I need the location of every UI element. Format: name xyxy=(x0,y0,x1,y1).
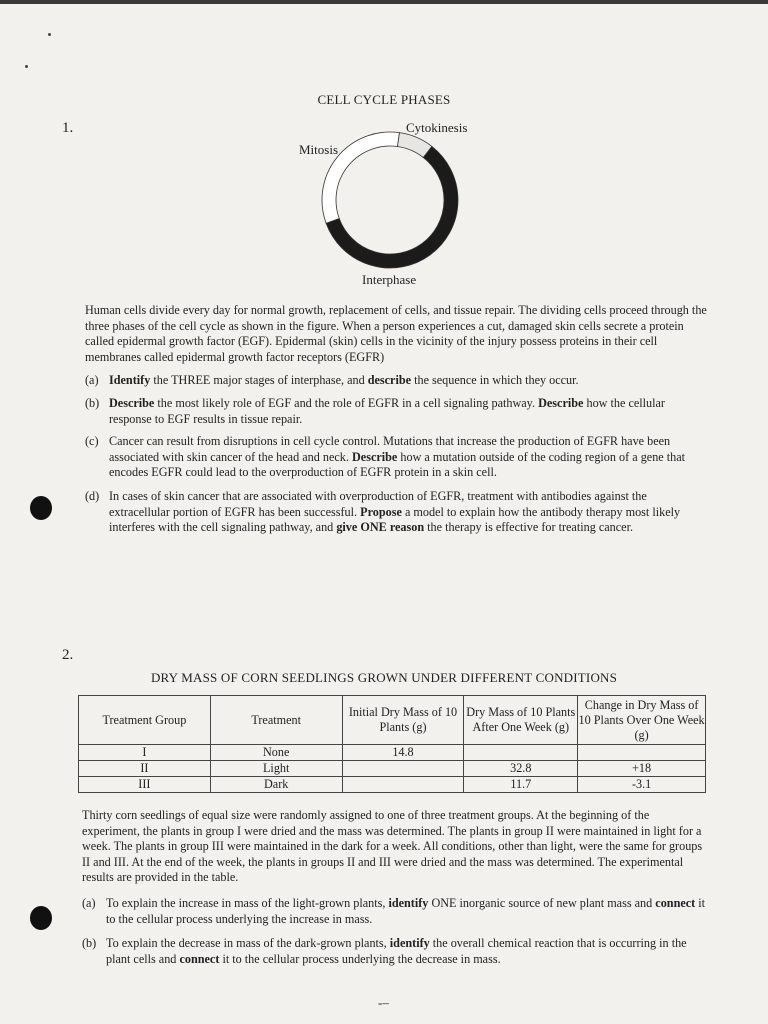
column-header: Initial Dry Mass of 10 Plants (g) xyxy=(342,696,464,745)
table-cell xyxy=(578,745,706,761)
part-label: (b) xyxy=(82,936,97,950)
table-cell: Light xyxy=(210,761,342,777)
table-cell: II xyxy=(79,761,211,777)
q1-part-c xyxy=(85,434,710,481)
q1-intro: Human cells divide every day for normal growth, replacement of cells, and tissue repair. The dividing cells proceed through the three phases of the cell cycle as shown in the figure. When a person experiences a cut, damaged skin cells secrete a protein called epidermal growth factor (EGF). Epidermal (skin) cells in the vicinity of the injury possess proteins in their cell membranes called epidermal growth factor receptors (EGFR) xyxy=(85,303,707,364)
q1-part-d xyxy=(85,489,710,536)
part-text: Cancer can result from disruptions in cell cycle control. Mutations that increase the production of EGFR have been associated with skin cancer of the head and neck. Describe how a mutation outside of the coding region of a gene that encodes EGFR could lead to the overproduction of EGFR protein in a skin cell. xyxy=(109,434,686,479)
table-title: DRY MASS OF CORN SEEDLINGS GROWN UNDER DIFFERENT CONDITIONS xyxy=(150,670,618,685)
part-label: (c) xyxy=(85,434,99,448)
table-cell: +18 xyxy=(578,761,706,777)
mitosis-label: Mitosis xyxy=(299,142,339,157)
table-row xyxy=(79,761,706,777)
table-cell: 14.8 xyxy=(342,745,464,761)
q1-part-b xyxy=(85,396,710,427)
question-number: 1. xyxy=(62,120,74,136)
part-text: In cases of skin cancer that are associated with overproduction of EGFR, treatment with antibodies against the extracellular portion of EGFR has been successful. Propose a model to explain how the antibody therapy most likely interferes with the cell signaling pathway, and give ONE reason the therapy is effective for treating cancer. xyxy=(109,489,681,534)
part-label: (b) xyxy=(85,396,100,410)
table-cell xyxy=(464,745,578,761)
cell-cycle-ring xyxy=(0,0,768,300)
column-header: Treatment Group xyxy=(79,696,211,745)
part-label: (a) xyxy=(82,896,96,910)
part-label: (d) xyxy=(85,489,100,503)
q2-intro: Thirty corn seedlings of equal size were randomly assigned to one of three treatment groups. At the beginning of the experiment, the plants in group I were dried and the mass was determined. The plants in group II were maintained in light for a week. The plants in group III were maintained in the dark for a week. All conditions, other than light, were the same for groups II and III. At the end of the week, the plants in groups II and III were dried and the mass was determined. The experimental results are provided in the table. xyxy=(82,808,703,884)
interphase-label: Interphase xyxy=(362,272,417,287)
table-cell: I xyxy=(79,745,211,761)
part-text: Describe the most likely role of EGF and the role of EGFR in a cell signaling pathway. Describe how the cellular response to EGF results in tissue repair. xyxy=(109,396,665,426)
table-cell: None xyxy=(210,745,342,761)
data-table xyxy=(78,695,706,793)
punch-hole xyxy=(30,906,52,930)
table-row xyxy=(79,745,706,761)
part-text: To explain the decrease in mass of the dark-grown plants, identify the overall chemical reaction that is occurring in the plant cells and connect it to the cellular process underlying the decrease in mass. xyxy=(106,936,687,966)
page-footer-mark: -– xyxy=(378,995,389,1010)
table-cell: 11.7 xyxy=(464,777,578,793)
part-text: To explain the increase in mass of the light-grown plants, identify ONE inorganic source of new plant mass and connect it to the cellular process underlying the increase in mass. xyxy=(106,896,706,926)
page-title: CELL CYCLE PHASES xyxy=(317,92,451,107)
question-number: 2. xyxy=(62,647,74,663)
part-text: Identify the THREE major stages of interphase, and describe the sequence in which they occur. xyxy=(109,373,579,387)
q1-part-a xyxy=(85,373,710,389)
q2-part-a xyxy=(82,896,710,927)
table-cell: 32.8 xyxy=(464,761,578,777)
table-cell: -3.1 xyxy=(578,777,706,793)
q2-part-b xyxy=(82,936,710,967)
part-label: (a) xyxy=(85,373,99,387)
table-cell xyxy=(342,761,464,777)
table-header-row xyxy=(79,696,706,745)
cytokinesis-label: Cytokinesis xyxy=(406,120,468,135)
table-row xyxy=(79,777,706,793)
column-header: Dry Mass of 10 Plants After One Week (g) xyxy=(464,696,578,745)
column-header: Treatment xyxy=(210,696,342,745)
punch-hole xyxy=(30,496,52,520)
table-cell xyxy=(342,777,464,793)
table-cell: Dark xyxy=(210,777,342,793)
column-header: Change in Dry Mass of 10 Plants Over One Week (g) xyxy=(578,696,706,745)
table-cell: III xyxy=(79,777,211,793)
